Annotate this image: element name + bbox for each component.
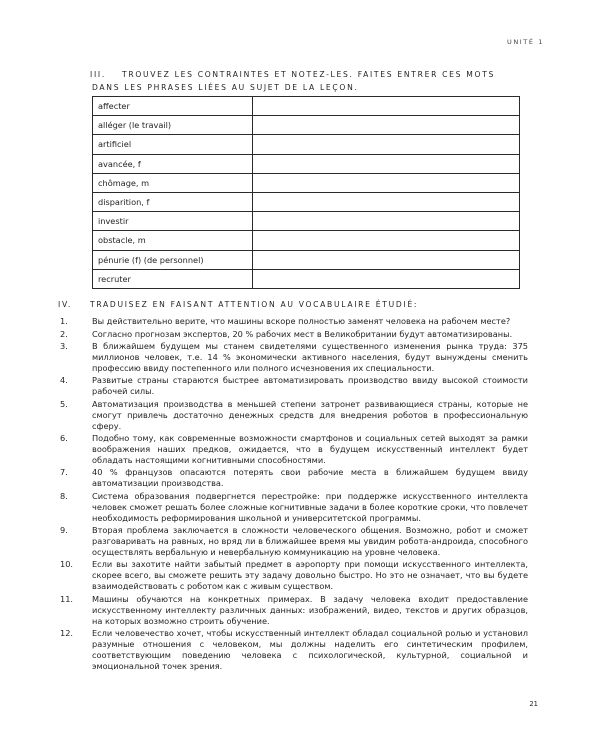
- item-text: Развитые страны стараются быстрее автоматизировать производство ввиду высокой стоимости рабочей силы.: [92, 375, 528, 397]
- section-3-title: [92, 68, 522, 94]
- vocab-term: artificiel: [93, 135, 253, 154]
- item-number: 10.: [60, 559, 74, 570]
- translation-item: [60, 375, 528, 397]
- item-number: 4.: [60, 375, 68, 386]
- unit-label: UNITÉ 1: [506, 38, 544, 46]
- item-text: Вторая проблема заключается в сложности человеческого общения. Возможно, робот и сможет разговаривать на равных, но вряд ли в ближайшее время мы увидим робота-андроида, способного осуществлять вербальную и невербальную коммуникацию на уровне человека.: [92, 525, 528, 557]
- translation-item: [60, 559, 528, 592]
- vocab-term: investir: [93, 212, 253, 231]
- section-3-title-text: TROUVEZ LES CONTRAINTES ET NOTEZ-LES. FAITES ENTRER CES MOTS DANS LES PHRASES LIÉES AU SUJET DE LA LEÇON.: [92, 70, 496, 92]
- vocab-answer-cell: [253, 97, 520, 116]
- item-text: Машины обучаются на конкретных примерах. В задачу человека входит предоставление искусственному интеллекту различных данных: изображений, видео, текстов и других образцов, на которых возможно строить обучение.: [92, 593, 528, 626]
- translation-item: [60, 329, 528, 340]
- item-number: 7.: [60, 467, 68, 478]
- vocab-row: [93, 269, 520, 288]
- item-number: 12.: [60, 628, 74, 638]
- vocab-row: [93, 154, 520, 173]
- item-text: Если вы захотите найти забытый предмет в аэропорту при помощи искусственного интеллекта, скорее всего, вы сможете решить эту задачу довольно быстро. Но это не означает, что вы будете взаимодействовать с роботом как с живым существом.: [92, 559, 528, 592]
- item-number: 2.: [60, 328, 68, 339]
- vocab-term: alléger (le travail): [93, 116, 253, 135]
- item-text: Система образования подвергнется перестройке: при поддержке искусственного интеллекта человек сможет решать более сложные когнитивные задачи в более короткие сроки, что повлечет необходимость реформирования школьной и университетской программы.: [92, 490, 528, 523]
- vocab-term: chômage, m: [93, 173, 253, 192]
- translation-item: [60, 594, 528, 627]
- translation-list: [60, 316, 528, 673]
- vocab-answer-cell: [253, 192, 520, 211]
- vocab-term: avancée, f: [93, 154, 253, 173]
- translation-item: [60, 399, 528, 432]
- item-number: 8.: [60, 490, 68, 501]
- vocab-term: pénurie (f) (de personnel): [93, 250, 253, 269]
- vocab-row: [93, 173, 520, 192]
- item-text: В ближайшем будущем мы станем свидетелями существенного изменения рынка труда: 375 миллионов человек, т.е. 14 % экономически активного населения, будут вынуждены сменить профессию ввиду постепенного или полного исчезновения их специальности.: [92, 341, 528, 373]
- vocab-answer-cell: [253, 250, 520, 269]
- item-text: 40 % французов опасаются потерять свои рабочие места в ближайшем будущем ввиду автоматизации производства.: [92, 467, 528, 489]
- item-number: 1.: [60, 316, 68, 326]
- item-number: 9.: [60, 525, 68, 536]
- vocab-answer-cell: [253, 231, 520, 250]
- item-number: 3.: [60, 341, 68, 351]
- item-text: Если человечество хочет, чтобы искусственный интеллект обладал социальной ролью и установил разумные отношения с человеком, мы должны наделить его синтетическим профилем, соответствующим поведению человека с психологической, культурной, социальной и эмоциональной точек зрения.: [92, 628, 528, 671]
- item-text: Вы действительно верите, что машины вскоре полностью заменят человека на рабочем месте?: [92, 316, 511, 326]
- vocab-answer-cell: [253, 154, 520, 173]
- item-number: 5.: [60, 398, 68, 409]
- translation-item: [60, 491, 528, 524]
- vocab-term: obstacle, m: [93, 231, 253, 250]
- translation-item: [60, 467, 528, 489]
- vocab-row: [93, 250, 520, 269]
- item-number: 6.: [60, 433, 68, 444]
- section-4-title-text: TRADUISEZ EN FAISANT ATTENTION AU VOCABULAIRE ÉTUDIÉ:: [90, 300, 419, 309]
- section-4-title: [60, 298, 530, 311]
- vocab-term: disparition, f: [93, 192, 253, 211]
- vocab-term: recruter: [93, 269, 253, 288]
- item-text: Автоматизация производства в меньшей степени затронет развивающиеся страны, которые не смогут привлечь достаточно денежных средств для внедрения роботов в профессиональную сферу.: [92, 398, 528, 431]
- vocab-row: [93, 192, 520, 211]
- item-text: Согласно прогнозам экспертов, 20 % рабочих мест в Великобритании будут автоматизированы.: [92, 328, 513, 339]
- vocab-row: [93, 135, 520, 154]
- page-number: 21: [529, 700, 538, 708]
- vocab-answer-cell: [253, 173, 520, 192]
- vocabulary-table: [92, 96, 520, 289]
- translation-item: [60, 525, 528, 558]
- item-text: Подобно тому, как современные возможности смартфонов и социальных сетей выходят за рамки воображения наших предков, ожидается, что в будущем искусственный интеллект будет обладать настоящими когнитивными способностями.: [92, 433, 528, 465]
- vocab-row: [93, 97, 520, 116]
- translation-item: [60, 628, 528, 672]
- vocab-answer-cell: [253, 116, 520, 135]
- translation-item: [60, 433, 528, 466]
- translation-item: [60, 341, 528, 374]
- section-3-number: III.: [90, 70, 106, 79]
- section-4-number: IV.: [58, 300, 72, 309]
- vocab-row: [93, 212, 520, 231]
- vocab-answer-cell: [253, 135, 520, 154]
- vocab-answer-cell: [253, 212, 520, 231]
- vocab-answer-cell: [253, 269, 520, 288]
- vocab-term: affecter: [93, 97, 253, 116]
- translation-item: [60, 316, 528, 327]
- vocab-row: [93, 231, 520, 250]
- vocab-row: [93, 116, 520, 135]
- item-number: 11.: [60, 593, 74, 604]
